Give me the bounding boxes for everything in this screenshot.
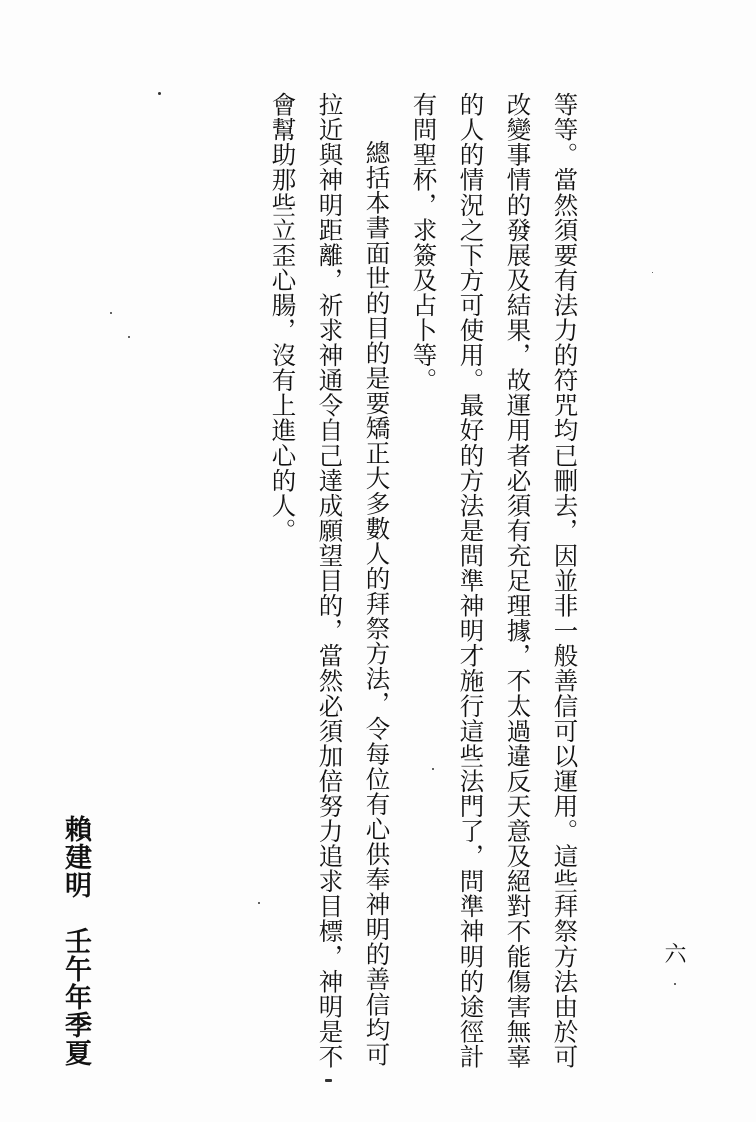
- text-column-indented: 總括本書面世的目的是要矯正大多數人的拜祭方法，令每位有心供奉神明的善信均可: [362, 140, 392, 1067]
- text-column: 的人的情況之下方可使用。最好的方法是問準神明才施行這些法門了，問準神明的途徑計: [456, 92, 486, 1069]
- scan-speck: [258, 902, 260, 904]
- scan-speck: [325, 1079, 332, 1082]
- scan-speck: [128, 336, 130, 338]
- scan-speck: [110, 312, 112, 314]
- scan-speck: [652, 272, 653, 273]
- scan-speck: [158, 92, 161, 95]
- text-column: 等等。當然須要有法力的符咒均已刪去，因並非一般善信可以運用。這些拜祭方法由於可: [550, 92, 580, 1069]
- text-column: 會幫助那些立歪心腸，沒有上進心的人。: [268, 92, 298, 543]
- page-number: 六: [661, 942, 686, 964]
- text-column: 有問聖杯，求簽及占卜等。: [409, 92, 439, 393]
- scan-speck: [674, 983, 676, 985]
- author-signature: 賴建明 壬午年季夏: [60, 815, 91, 1067]
- text-column: 拉近與神明距離，祈求神通令自己達成願望目的，當然必須加倍努力追求目標，神明是不: [315, 92, 345, 1069]
- scan-speck: [432, 768, 434, 770]
- text-column: 改變事情的發展及結果，故運用者必須有充足理據，不太過違反天意及絕對不能傷害無辜: [503, 92, 533, 1069]
